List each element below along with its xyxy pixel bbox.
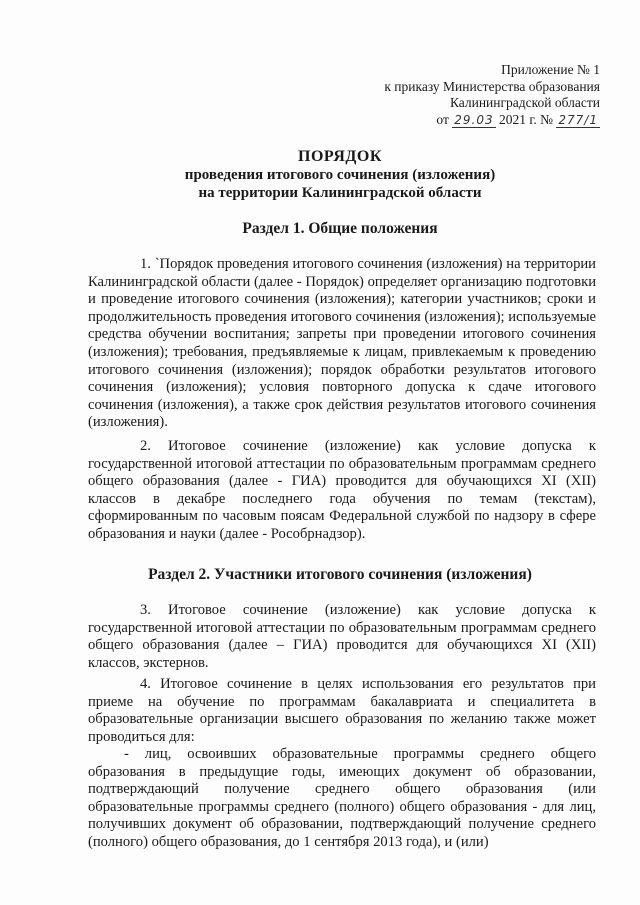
title-line-2: проведения итогового сочинения (изложения) xyxy=(184,167,496,183)
title-main: ПОРЯДОК xyxy=(298,148,382,165)
appendix-line-2: к приказу Министерства образования xyxy=(384,78,600,94)
paragraph-2 xyxy=(88,438,596,544)
paragraph-1 xyxy=(88,256,596,432)
paragraph-3-text: 3. Итоговое сочинение (изложение) как условие допуска к государственной итоговой аттестации по образовательным программам среднего общего образования (далее – ГИА) проводится для обучающихся XI (XII) классов, экстернов. xyxy=(88,602,596,671)
appendix-date-line xyxy=(360,112,600,129)
date-year: 2021 г. № xyxy=(499,111,554,127)
section-2-heading: Раздел 2. Участники итогового сочинения (изложения) xyxy=(148,566,532,583)
paragraph-5-text: - лиц, освоивших образовательные программы среднего общего образования в предыдущие годы, имеющих документ об образовании, подтверждающий получение среднего общего образования (или образовательные программы среднего (полного) общего образования - для лиц, получивших документ об образовании, подтверждающий получение среднего (полного) общего образования, до 1 сентября 2013 года), и (или) xyxy=(88,746,596,850)
appendix-line-1: Приложение № 1 xyxy=(501,62,600,77)
paragraph-1-text: 1. `Порядок проведения итогового сочинения (изложения) на территории Калининградской области (далее - Порядок) определяет организацию подготовки и проведение итогового сочинения (изложения); категории участников; сроки и продолжительность проведения итогового сочинения (изложения); используемые средства обучении воспитания; запреты при проведении итогового сочинения (изложения); требования, предъявляемые к лицам, привлекаемым к проведению итогового сочинения (изложения); порядок обработки результатов итогового сочинения (изложения); условия повторного допуска к сдаче итогового сочинения (изложения), а также срок действия результатов итогового сочинения (изложения). xyxy=(88,256,596,431)
paragraph-4 xyxy=(88,676,596,746)
date-prefix: от xyxy=(436,111,449,127)
handwritten-order-number: 277/1 xyxy=(558,112,598,127)
paragraph-2-text: 2. Итоговое сочинение (изложение) как условие допуска к государственной итоговой аттестации по образовательным программам среднего общего образования (далее - ГИА) проводится для обучающихся XI (XII) классов в декабре последнего года обучения по темам (текстам), сформированным по часовым поясам Федеральной службой по надзору в сфере образования и науки (далее - Рособрнадзор). xyxy=(88,438,596,542)
appendix-header xyxy=(360,62,600,128)
paragraph-5 xyxy=(88,746,596,852)
paragraph-4-text: 4. Итоговое сочинение в целях использования его результатов при приеме на обучение по программам бакалавриата и специалитета в образовательные организации высшего образования по желанию также может проводиться для: xyxy=(88,676,596,745)
paragraph-3 xyxy=(88,602,596,672)
title-line-3: на территории Калининградской области xyxy=(198,185,482,201)
appendix-line-3: Калининградской области xyxy=(449,95,600,110)
handwritten-date: 29.03 xyxy=(454,112,494,127)
document-title xyxy=(60,148,620,202)
section-1-heading: Раздел 1. Общие положения xyxy=(242,220,438,237)
